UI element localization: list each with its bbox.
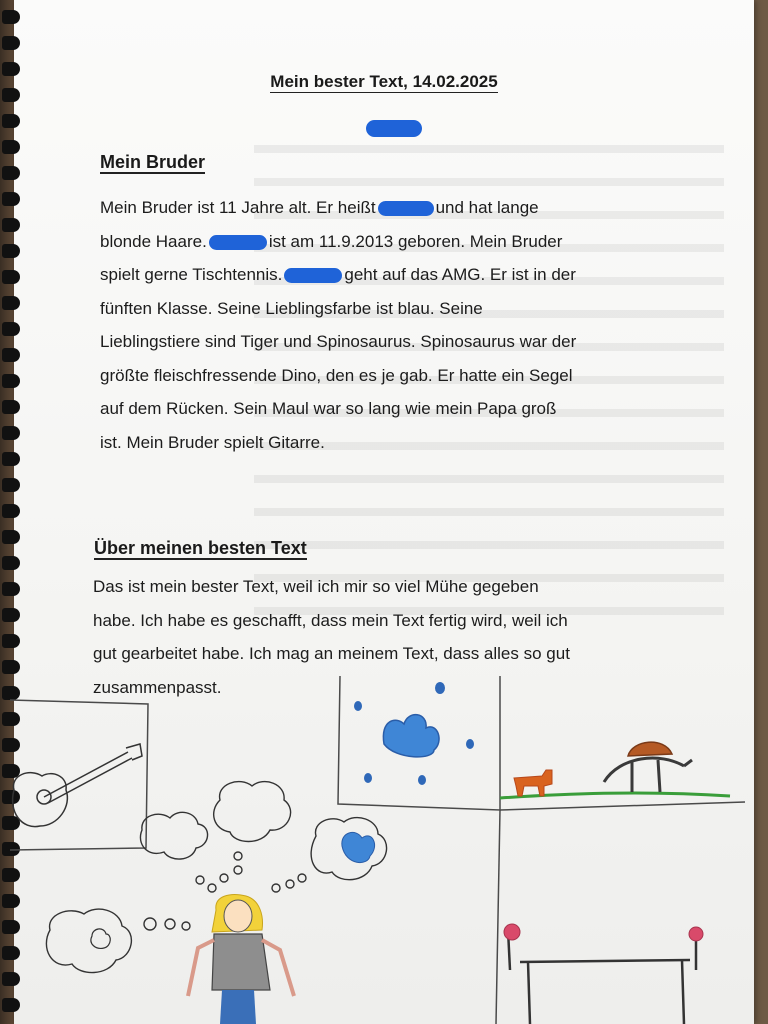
text-line: größte fleischfressende Dino, den es je gab. Er hatte ein Segel (100, 365, 573, 385)
text-line: ist. Mein Bruder spielt Gitarre. (100, 432, 325, 452)
panel-lines (10, 676, 745, 1024)
text-line: habe. Ich habe es geschafft, dass mein Text fertig wird, weil ich (93, 610, 568, 630)
page-title: Mein bester Text, 14.02.2025 (270, 72, 498, 91)
section-heading-brother: Mein Bruder (100, 152, 206, 172)
blue-cloud-small (342, 832, 375, 862)
dinosaur-drawing (604, 758, 692, 792)
text-line: zusammenpasst. (93, 677, 222, 697)
dinosaur-sail (628, 742, 672, 756)
blue-flower-cloud (383, 715, 439, 757)
person-drawing (188, 895, 294, 1024)
text-line: Mein Bruder ist 11 Jahre alt. Er heißt und hat lange (100, 198, 539, 217)
text-line: Das ist mein bester Text, weil ich mir so viel Mühe gegeben (93, 577, 539, 596)
text-line: blonde Haare. ist am 11.9.2013 geboren. Mein Bruder (100, 231, 563, 251)
grass-line (500, 793, 730, 798)
tiger-drawing (514, 770, 552, 796)
text-line: spielt gerne Tischtennis. geht auf das AMG. Er ist in der (100, 265, 576, 284)
section-heading-about-text: Über meinen besten Text (94, 538, 307, 558)
table-drawing (508, 930, 696, 1024)
text-line: auf dem Rücken. Sein Maul war so lang wie mein Papa groß (100, 399, 557, 418)
text-line: fünften Klasse. Seine Lieblingsfarbe ist blau. Seine (100, 298, 483, 318)
blue-cloud-tiny (91, 929, 110, 948)
text-line: gut gearbeitet habe. Ich mag an meinem Text, dass alles so gut (93, 644, 570, 663)
guitar-drawing (13, 744, 142, 827)
lollipops (504, 924, 703, 941)
text-line: Lieblingstiere sind Tiger und Spinosaurus. Spinosaurus war der (100, 332, 577, 351)
